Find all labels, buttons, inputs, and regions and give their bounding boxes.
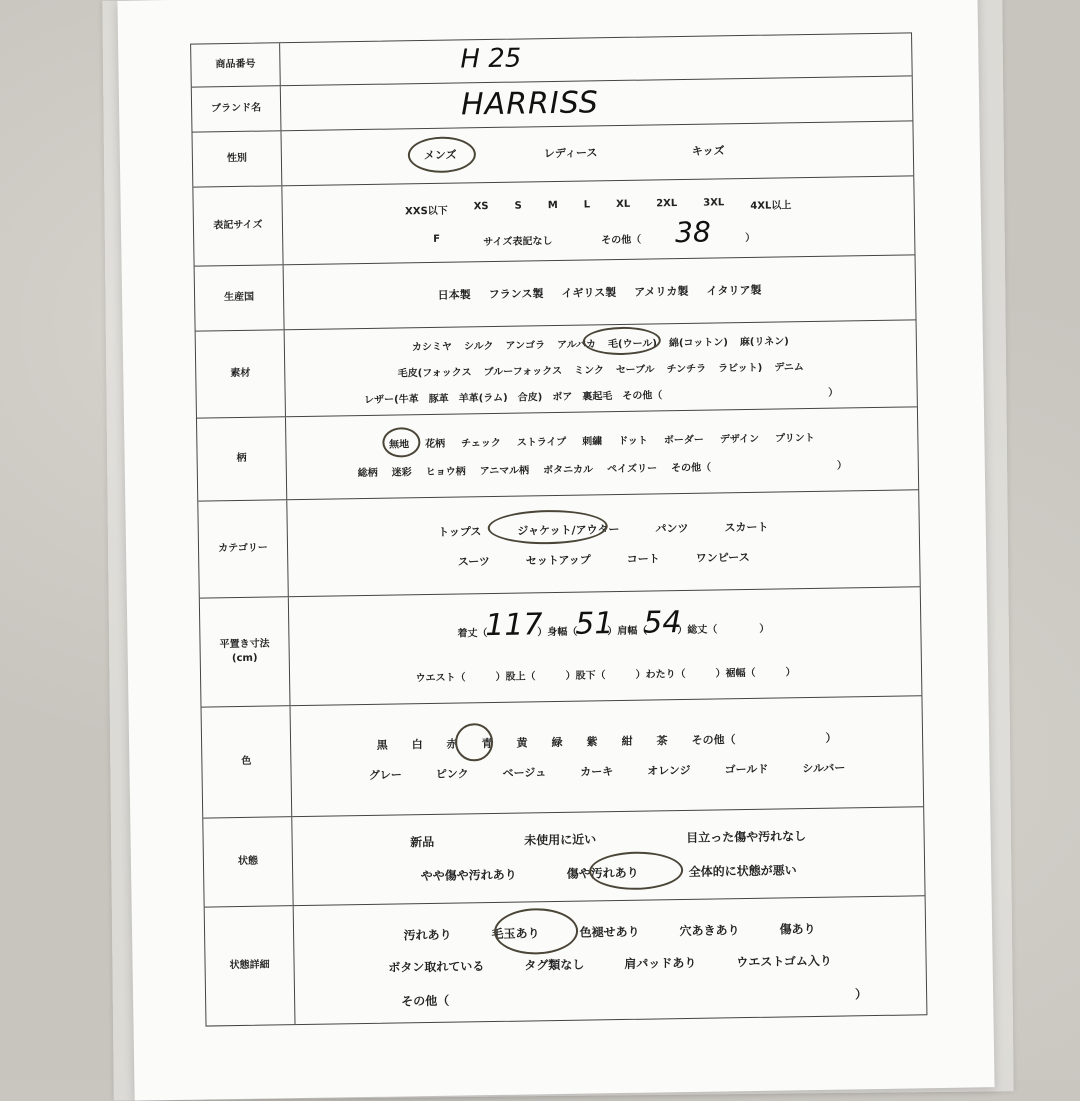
label-item-number: 商品番号 (191, 43, 281, 86)
condition-option-damaged: 傷や汚れあり (566, 865, 639, 881)
pattern-option: デザイン (719, 433, 760, 446)
size-option: XS (473, 201, 489, 213)
length-label: 着丈（ (457, 628, 488, 640)
pattern-option: 総柄 (357, 467, 378, 480)
color-option-other: その他（ (691, 733, 736, 747)
sleeve-close: ） (759, 623, 770, 635)
material-option-other: その他（ (622, 390, 663, 402)
label-condition: 状態 (203, 817, 293, 906)
material-option: 麻(リネン) (739, 336, 789, 349)
material-option: レザー(牛革 (364, 394, 419, 406)
material-option: 豚革 (428, 393, 449, 405)
label-material: 素材 (196, 330, 286, 417)
material-option: セーブル (615, 364, 655, 377)
color-option: 白 (411, 738, 423, 752)
category-option: セットアップ (525, 553, 591, 568)
detail-option: 色褪せあり (579, 924, 640, 940)
country-option: フランス製 (488, 287, 544, 302)
pattern-option: ヒョウ柄 (425, 466, 466, 479)
pattern-option: アニマル柄 (479, 465, 530, 478)
country-option: イタリア製 (706, 283, 762, 298)
item-number-value: H 25 (460, 43, 522, 75)
color-option-red: 赤 (446, 737, 458, 751)
size-option: 2XL (656, 198, 678, 210)
pattern-option: ドット (618, 435, 648, 448)
pattern-option: チェック (461, 437, 501, 450)
label-measurements (200, 597, 291, 706)
detail-option: 穴あきあり (679, 923, 740, 939)
material-option: カシミヤ (411, 341, 453, 354)
color-option: シルバー (802, 761, 846, 776)
row-category (198, 489, 919, 597)
pattern-option: 迷彩 (391, 467, 412, 479)
material-option: 羊革(ラム) (458, 392, 508, 405)
size-option-f: F (433, 233, 441, 245)
category-option: スーツ (457, 555, 490, 569)
color-option: 黒 (376, 738, 388, 752)
row-material (196, 319, 917, 417)
country-option: 日本製 (437, 288, 471, 302)
measure-field: ）裾幅（ (715, 667, 756, 680)
size-option: XL (616, 198, 631, 211)
label-color: 色 (202, 706, 293, 817)
category-option: パンツ (655, 521, 689, 536)
label-country: 生産国 (195, 265, 285, 330)
material-option: アルパカ (556, 339, 597, 351)
condition-option: 新品 (410, 834, 435, 850)
material-option: 合皮) (517, 392, 543, 404)
color-option: グレー (368, 768, 402, 782)
size-other-value: 38 (674, 215, 712, 250)
detail-other-close: ） (855, 987, 868, 1002)
detail-option: 肩パッドあり (624, 955, 697, 971)
color-option: 黄 (516, 736, 528, 750)
product-info-sheet (117, 0, 994, 1101)
form-table (190, 32, 927, 1026)
gender-option-ladies: レディース (543, 146, 598, 161)
category-option: コート (626, 552, 660, 566)
detail-other-label: その他（ (401, 993, 450, 1009)
size-option: XXS以下 (405, 205, 448, 218)
label-brand: ブランド名 (192, 86, 282, 131)
label-category: カテゴリー (198, 500, 288, 597)
material-option: ボア (552, 391, 573, 404)
pattern-option: ストライプ (516, 436, 567, 449)
color-option: ベージュ (502, 766, 547, 780)
size-option-none: サイズ表記なし (483, 236, 553, 249)
row-gender (192, 120, 913, 186)
sleeve-label: ）総丈（ (677, 624, 718, 637)
color-option: 茶 (656, 734, 668, 748)
brand-value: HARRISS (460, 85, 599, 123)
material-option: シルク (463, 340, 494, 353)
material-option: ミンク (574, 365, 605, 377)
material-option: チンチラ (666, 363, 707, 376)
measure-field: ウエスト（ (415, 672, 466, 685)
chest-value: 51 (574, 606, 614, 642)
category-option: スカート (724, 520, 769, 535)
pattern-other-close: ） (836, 460, 848, 472)
measure-field: ）股下（ (565, 670, 606, 682)
material-option: 毛皮(フォックス (397, 367, 472, 380)
size-option: 4XL以上 (750, 200, 792, 212)
label-condition-detail: 状態詳細 (205, 906, 296, 1025)
color-option: 紫 (586, 735, 598, 749)
color-option: 紺 (621, 734, 633, 748)
condition-option: やや傷や汚れあり (420, 867, 517, 884)
row-measurements (200, 586, 922, 706)
pattern-option-plain: 無地 (389, 439, 410, 451)
measure-unit: (cm) (231, 652, 258, 665)
material-option: デニム (774, 362, 804, 374)
detail-option: 汚れあり (403, 927, 452, 943)
row-condition-detail (205, 895, 927, 1025)
detail-option-pilling: 毛玉あり (491, 926, 540, 942)
color-option: オレンジ (647, 763, 691, 778)
row-color (202, 695, 924, 817)
color-option: 青 (481, 737, 493, 751)
pattern-option-other: その他（ (670, 462, 712, 475)
pattern-option: ペイズリー (607, 463, 658, 476)
detail-option: 傷あり (779, 921, 816, 937)
gender-option-mens: メンズ (423, 148, 457, 163)
color-option: ゴールド (724, 762, 769, 777)
detail-option: ボタン取れている (388, 959, 485, 975)
pattern-option: 花柄 (425, 438, 446, 451)
size-option: M (547, 199, 558, 212)
pattern-option: ボタニカル (543, 464, 594, 477)
material-option: ラビット) (718, 362, 763, 375)
gender-option-kids: キッズ (691, 144, 725, 158)
pattern-option: ボーダー (663, 434, 704, 447)
category-option-jacket: ジャケット/アウター (517, 523, 620, 538)
chest-label: ）身幅（ (537, 626, 578, 639)
row-country (195, 254, 916, 330)
shoulder-label: ）肩幅（ (607, 625, 648, 638)
label-pattern: 柄 (197, 417, 287, 500)
size-option: L (583, 199, 591, 211)
label-gender: 性別 (192, 131, 282, 186)
row-pattern (197, 406, 918, 500)
pattern-option: 刺繍 (582, 436, 603, 448)
condition-option: 目立った傷や汚れなし (686, 829, 807, 845)
detail-option: タグ類なし (524, 957, 585, 973)
size-option: 3XL (703, 197, 725, 209)
size-other-label: その他（ (601, 234, 642, 247)
length-value: 117 (484, 607, 543, 644)
measure-field: ）わたり（ (635, 668, 686, 681)
measure-label-text: 平置き寸法 (219, 638, 270, 651)
condition-option: 未使用に近い (524, 832, 597, 848)
color-option: ピンク (435, 767, 469, 781)
row-condition (203, 806, 924, 906)
material-option: アンゴラ (505, 340, 546, 352)
color-option: 緑 (551, 735, 563, 750)
category-option: ワンピース (695, 550, 750, 565)
size-option: S (514, 200, 522, 212)
detail-option: ウエストゴム入り (736, 953, 832, 970)
measure-field: ） (785, 667, 796, 679)
material-option: ブルーフォックス (483, 365, 563, 379)
size-options-line1 (283, 194, 914, 219)
country-option: アメリカ製 (634, 284, 689, 299)
material-other-close: ） (828, 387, 839, 399)
color-other-close: ） (825, 731, 837, 745)
label-size: 表記サイズ (193, 186, 283, 265)
category-option: トップス (438, 525, 482, 539)
material-option: 裏起毛 (582, 391, 613, 403)
material-option: 綿(コットン) (668, 337, 728, 350)
color-option: カーキ (580, 765, 614, 779)
row-size (193, 175, 914, 265)
measure-field: ）股上（ (495, 671, 536, 683)
shoulder-value: 54 (642, 605, 682, 641)
condition-option: 全体的に状態が悪い (688, 863, 797, 879)
material-option-wool: 毛(ウール) (607, 338, 658, 351)
pattern-option: プリント (774, 432, 815, 445)
country-option: イギリス製 (561, 286, 617, 300)
size-other-close: ） (745, 232, 756, 244)
